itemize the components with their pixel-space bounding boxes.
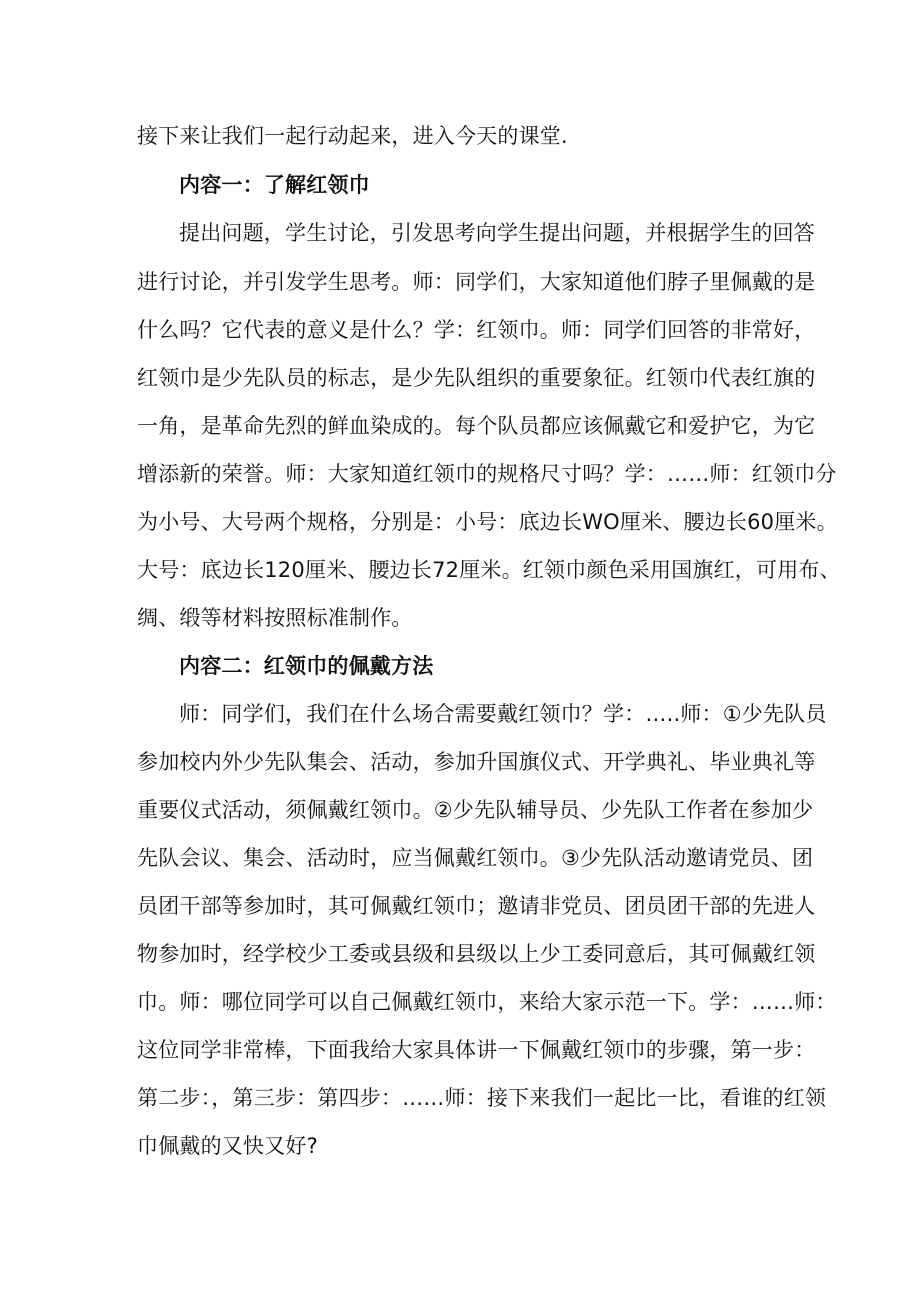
section2-line: 这位同学非常棒，下面我给大家具体讲一下佩戴红领巾的步骤，第一步： bbox=[137, 1038, 816, 1062]
section1-line: 为小号、大号两个规格，分别是：小号：底边长WO厘米、腰边长60厘米。 bbox=[137, 510, 838, 534]
section1-line: 大号：底边长120厘米、腰边长72厘米。红领巾颜色采用国旗红，可用布、 bbox=[137, 558, 841, 582]
section2-line: 物参加时，经学校少工委或县级和县级以上少工委同意后，其可佩戴红领 bbox=[137, 942, 816, 966]
section1-line: 增添新的荣誉。师：大家知道红领巾的规格尺寸吗？学：……师：红领巾分 bbox=[137, 462, 837, 486]
section1-line: 一角，是革命先烈的鲜血染成的。每个队员都应该佩戴它和爱护它，为它 bbox=[137, 414, 816, 438]
section1-line: 绸、缎等材料按照标准制作。 bbox=[137, 606, 413, 630]
section1-line: 什么吗？它代表的意义是什么？学：红领巾。师：同学们回答的非常好， bbox=[137, 318, 816, 342]
section2-line: 员团干部等参加时，其可佩戴红领巾；邀请非党员、团员团干部的先进人 bbox=[137, 894, 816, 918]
section2-line: 先队会议、集会、活动时，应当佩戴红领巾。③少先队活动邀请党员、团 bbox=[137, 846, 814, 870]
section1-heading: 内容一：了解红领巾 bbox=[179, 173, 370, 197]
section2-line: 巾佩戴的又快又好? bbox=[137, 1134, 318, 1158]
section2-line: 重要仪式活动，须佩戴红领巾。②少先队辅导员、少先队工作者在参加少 bbox=[137, 798, 814, 822]
section2-line: 第二步：，第三步：第四步：……师：接下来我们一起比一比，看谁的红领 bbox=[137, 1086, 827, 1110]
section2-heading: 内容二：红领巾的佩戴方法 bbox=[179, 654, 434, 678]
section2-line: 师：同学们，我们在什么场合需要戴红领巾？学：…..师：①少先队员 bbox=[179, 702, 827, 726]
section1-line: 进行讨论，并引发学生思考。师：同学们，大家知道他们脖子里佩戴的是 bbox=[137, 270, 816, 294]
section1-line: 红领巾是少先队员的标志，是少先队组织的重要象征。红领巾代表红旗的 bbox=[137, 366, 816, 390]
intro-paragraph: 接下来让我们一起行动起来，进入今天的课堂. bbox=[137, 124, 568, 148]
section1-line: 提出问题，学生讨论，引发思考向学生提出问题，并根据学生的回答 bbox=[179, 221, 815, 245]
section2-line: 巾。师：哪位同学可以自己佩戴红领巾，来给大家示范一下。学：……师： bbox=[137, 990, 837, 1014]
section2-line: 参加校内外少先队集会、活动，参加升国旗仪式、开学典礼、毕业典礼等 bbox=[137, 750, 816, 774]
